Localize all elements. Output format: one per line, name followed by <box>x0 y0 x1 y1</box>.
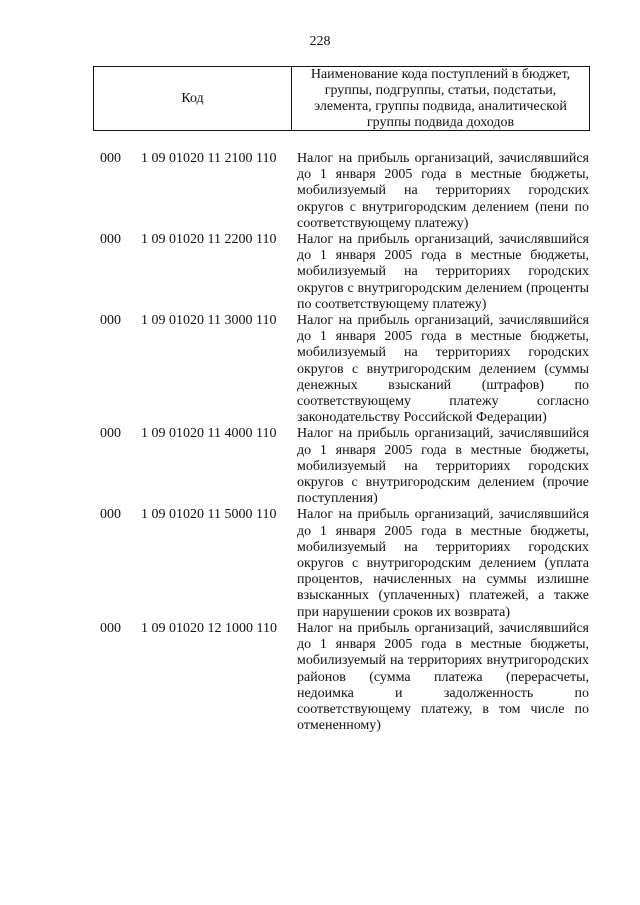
row-revenue-code: 1 09 01020 12 1000 110 <box>141 620 277 636</box>
table-header <box>93 66 590 131</box>
row-admin-code: 000 <box>100 232 121 248</box>
row-revenue-code: 1 09 01020 11 3000 110 <box>141 313 277 329</box>
row-description: Налог на прибыль организаций, зачислявшийся до 1 января 2005 года в местные бюджеты, мобилизуемый на территориях городских округов с внутригородским делением (уплата процентов, начисленных на суммы излишне взысканных (уплаченных) платежей, а также при нарушении сроков их возврата) <box>297 507 589 620</box>
table-row <box>0 232 640 313</box>
page-number: 228 <box>309 34 331 49</box>
row-description: Налог на прибыль организаций, зачислявшийся до 1 января 2005 года в местные бюджеты, мобилизуемый на территориях городских округов с внутригородским делением (проценты по соответствующему платежу) <box>297 232 589 312</box>
row-admin-code: 000 <box>100 151 121 166</box>
table-row <box>0 621 640 734</box>
table-row <box>0 507 640 620</box>
row-description: Налог на прибыль организаций, зачислявшийся до 1 января 2005 года в местные бюджеты, мобилизуемый на территориях городских округов с внутригородским делением (пени по соответствующему платежу) <box>297 151 589 231</box>
row-description: Налог на прибыль организаций, зачислявшийся до 1 января 2005 года в местные бюджеты, мобилизуемый на территориях городских округов с внутригородским делением (прочие поступления) <box>297 426 589 507</box>
row-revenue-code: 1 09 01020 11 2100 110 <box>141 151 277 166</box>
code-list <box>0 151 640 734</box>
row-revenue-code: 1 09 01020 11 2200 110 <box>141 232 277 248</box>
header-name-cell: Наименование кода поступлений в бюджет, группы, подгруппы, статьи, подстатьи, элемента, группы подвида, аналитической группы подвида доходов <box>310 66 571 130</box>
header-code-cell: Код <box>94 67 292 130</box>
row-description: Налог на прибыль организаций, зачислявшийся до 1 января 2005 года в местные бюджеты, мобилизуемый на территориях городских округов с внутригородским делением (суммы денежных взысканий (штрафов) по соответствующему платежу согласно законодательству Российской Федерации) <box>297 313 589 426</box>
row-admin-code: 000 <box>100 620 121 636</box>
row-description: Налог на прибыль организаций, зачислявшийся до 1 января 2005 года в местные бюджеты, мобилизуемый на территориях внутригородских районов (сумма платежа (перерасчеты, недоимка и задолженность по соответствующему платежу, в том числе по отмененному) <box>297 620 589 734</box>
table-row <box>0 313 640 426</box>
row-revenue-code: 1 09 01020 11 5000 110 <box>141 507 277 523</box>
row-admin-code: 000 <box>100 313 121 329</box>
table-row <box>0 426 640 507</box>
row-admin-code: 000 <box>100 507 121 523</box>
table-row <box>0 151 640 232</box>
row-revenue-code: 1 09 01020 11 4000 110 <box>141 426 277 442</box>
row-admin-code: 000 <box>100 426 121 442</box>
